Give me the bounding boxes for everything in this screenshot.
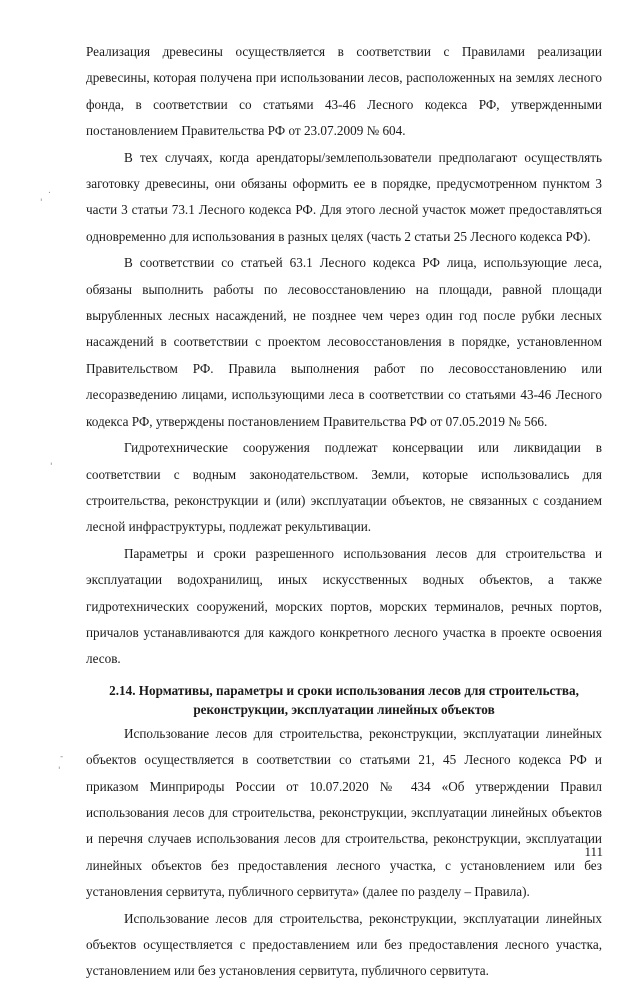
paragraph-timber-sale: Реализация древесины осуществляется в соответствии с Правилами реализации древесины, которая получена при использовании лесов, расположенных на землях лесного фонда, в соответствии со статьями 43-46 Лесного кодекса РФ, утвержденными постановлением Правительства РФ от 23.07.2009 № 604.: [86, 44, 602, 139]
section-heading: 2.14. Нормативы, параметры и сроки использования лесов для строительства, реконструкции, эксплуатации линейных объектов: [109, 682, 579, 717]
paragraph-hydraulic-structures: Гидротехнические сооружения подлежат консервации или ликвидации в соответствии с водным законодательством. Земли, которые использовались для строительства, реконструкции и (или) эксплуатации объектов, не связанных с созданием лесной инфраструктуры, подлежат рекультивации.: [86, 440, 602, 535]
scan-speck: -: [60, 752, 64, 762]
paragraph-timber-harvest: В тех случаях, когда арендаторы/землепользователи предполагают осуществлять заготовку древесины, они обязаны оформить ее в порядке, предусмотренном пунктом 3 части 3 статьи 73.1 Лесного кодекса РФ. Для этого лесной участок может предоставляться одновременно для использования в разных целях (часть 2 статьи 25 Лесного кодекса РФ).: [86, 149, 602, 244]
scan-speck: .: [48, 186, 51, 196]
paragraph-reservoir-parameters: Параметры и сроки разрешенного использования лесов для строительства и эксплуатации водохранилищ, иных искусственных водных объектов, а также гидротехнических сооружений, морских портов, морских терминалов, речных портов, причалов устанавливаются для каждого конкретного лесного участка в проекте освоения лесов.: [86, 545, 602, 667]
page-content: [86, 39, 602, 985]
paragraph-linear-objects-rules: Использование лесов для строительства, реконструкции, эксплуатации линейных объектов осуществляется в соответствии со статьями 21, 45 Лесного кодекса РФ и приказом Минприроды России от 10.07.2020 № 434 «Об утверждении Правил использования лесов для строительства, реконструкции, эксплуатации линейных объектов и перечня случаев использования лесов для строительства, реконструкции, эксплуатации линейных объектов без предоставления лесного участка, с установлением или без установления сервитута, публичного сервитута» (далее по разделу – Правила).: [86, 725, 602, 900]
paragraph-reforestation: В соответствии со статьей 63.1 Лесного кодекса РФ лица, использующие леса, обязаны выполнить работы по лесовосстановлению на площади, равной площади вырубленных лесных насаждений, не позднее чем через один год после рубки лесных насаждений в соответствии с проектом лесовосстановления в порядке, установленном Правительством РФ. Правила выполнения работ по лесовосстановлению или лесоразведению лицами, использующими леса в соответствии со статьями 43-46 Лесного кодекса РФ, утверждены постановлением Правительства РФ от 07.05.2019 № 566.: [86, 255, 602, 429]
scan-speck: ': [50, 462, 53, 472]
scan-speck: ': [58, 766, 61, 776]
page-number: 111: [584, 844, 603, 859]
scan-speck: ': [40, 198, 43, 208]
paragraph-linear-objects-usage: Использование лесов для строительства, реконструкции, эксплуатации линейных объектов осуществляется с предоставлением или без предоставления лесного участка, установлением или без установления сервитута, публичного сервитута.: [86, 910, 602, 979]
